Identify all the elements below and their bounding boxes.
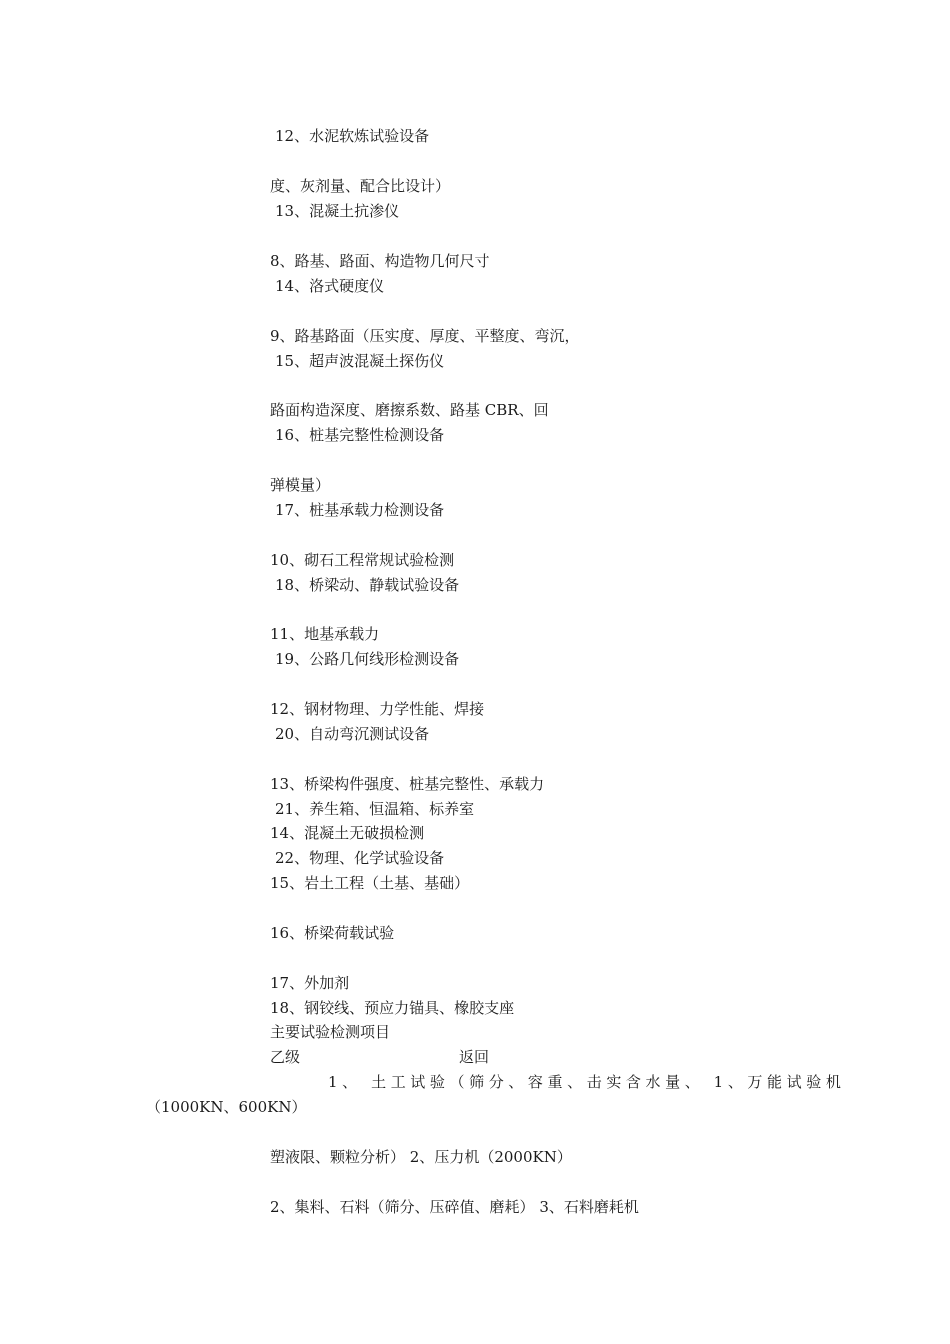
- text-line: 13、混凝土抗渗仪: [275, 202, 400, 220]
- text-line: 21、养生箱、恒温箱、标养室: [275, 800, 475, 818]
- text-line: 度、灰剂量、配合比设计）: [270, 177, 451, 195]
- text-line: 18、桥梁动、静载试验设备: [275, 576, 460, 594]
- text-line: 17、桩基承载力检测设备: [275, 501, 445, 519]
- text-line: 16、桥梁荷载试验: [270, 924, 395, 942]
- text-line: 路面构造深度、磨擦系数、路基 CBR、回: [270, 401, 549, 419]
- text-line: 12、钢材物理、力学性能、焊接: [270, 700, 485, 718]
- text-line: 17、外加剂: [270, 974, 350, 992]
- text-line: 塑液限、颗粒分析） 2、压力机（2000KN）: [270, 1148, 572, 1166]
- grade-label: 乙级: [270, 1048, 301, 1066]
- text-line: 1、 土工试验（筛分、容重、击实含水量、 1、万能试验机: [328, 1073, 846, 1091]
- text-line: 20、自动弯沉测试设备: [275, 725, 430, 743]
- text-line: 弹模量）: [270, 476, 331, 494]
- text-line: 16、桩基完整性检测设备: [275, 426, 445, 444]
- text-line: 9、路基路面（压实度、厚度、平整度、弯沉，: [270, 327, 580, 345]
- text-line: 2、集料、石料（筛分、压碎值、磨耗） 3、石料磨耗机: [270, 1198, 639, 1216]
- text-line: 19、公路几何线形检测设备: [275, 650, 460, 668]
- text-line: 11、地基承载力: [270, 625, 380, 643]
- text-line: （1000KN、600KN）: [146, 1098, 307, 1116]
- text-line: 13、桥梁构件强度、桩基完整性、承载力: [270, 775, 545, 793]
- text-line: 10、砌石工程常规试验检测: [270, 551, 455, 569]
- text-line: 15、岩土工程（土基、基础）: [270, 874, 470, 892]
- text-line: 15、超声波混凝土探伤仪: [275, 352, 445, 370]
- text-line: 14、洛式硬度仪: [275, 277, 385, 295]
- text-line: 22、物理、化学试验设备: [275, 849, 445, 867]
- section-heading: 主要试验检测项目: [270, 1023, 391, 1041]
- text-line: 18、钢铰线、预应力锚具、橡胶支座: [270, 999, 515, 1017]
- text-line: 14、混凝土无破损检测: [270, 824, 425, 842]
- text-line: 12、水泥软炼试验设备: [275, 127, 430, 145]
- return-link[interactable]: 返回: [459, 1048, 490, 1066]
- text-line: 8、路基、路面、构造物几何尺寸: [270, 252, 490, 270]
